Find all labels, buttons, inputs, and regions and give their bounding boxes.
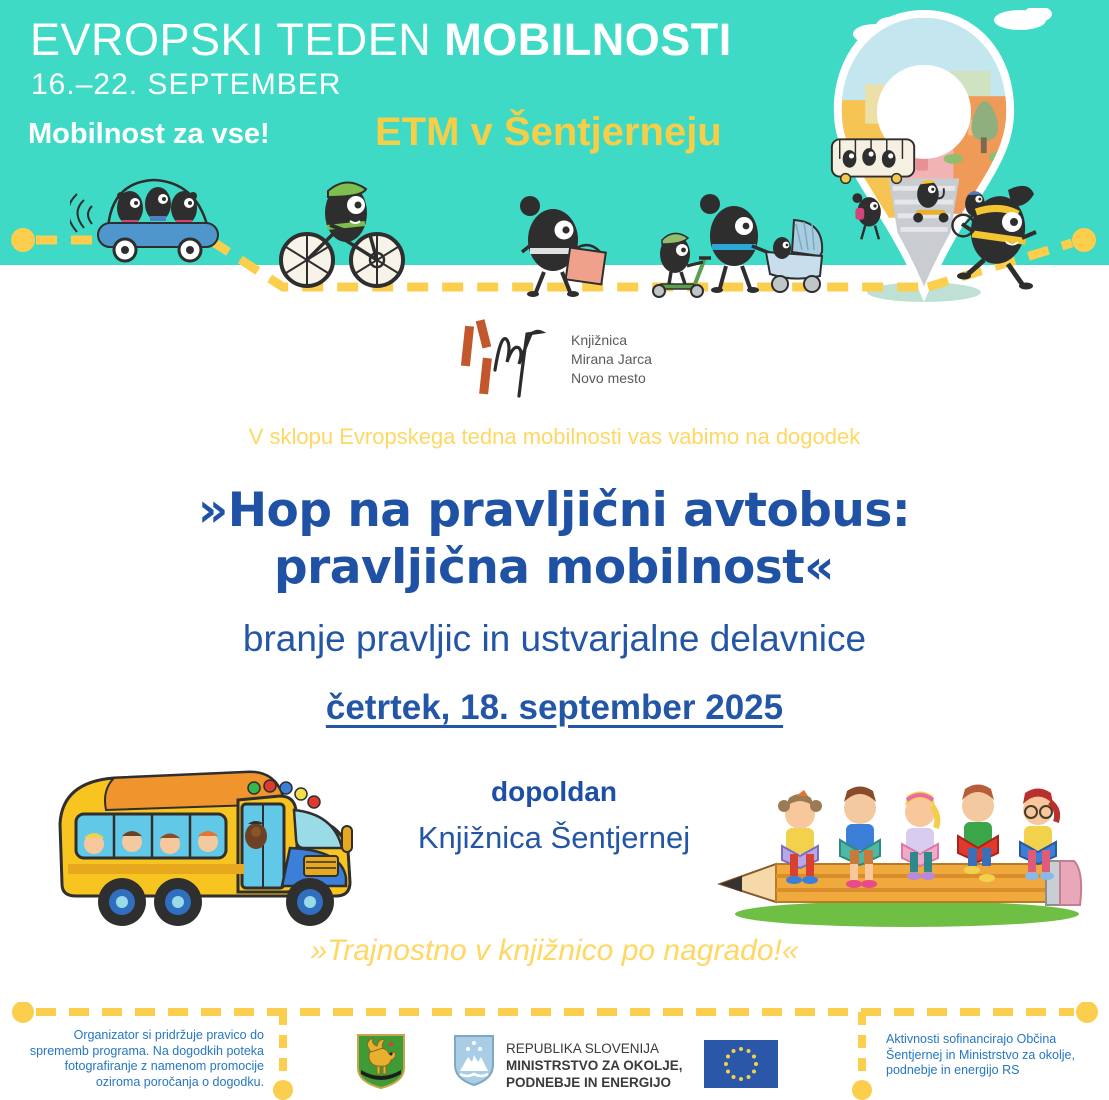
slovenia-coat-of-arms-icon [452,1033,496,1087]
event-title: »Hop na pravljični avtobus: pravljična mobilnost« [197,483,911,596]
ministry-line2: MINISTRSTVO ZA OKOLJE, [506,1058,683,1073]
poster-title-light: EVROPSKI TEDEN [30,14,432,65]
footer-cofinancing-note: Aktivnosti sofinancirajo Občina Šentjernej in Ministrstvo za okolje, podnebje in energijo RS [886,1032,1075,1077]
event-subtitle: branje pravljic in ustvarjalne delavnice [242,618,867,659]
local-edition-title: ETM v Šentjerneju [375,110,722,154]
school-bus-with-children-icon [42,752,372,938]
footer-disclaimer: Organizator si pridržuje pravico do sprememb programa. Na dogodkih poteka fotografiranje z namenom promocije oziroma poročanja o dogodku. [29,1028,264,1089]
eu-flag-icon [704,1040,778,1088]
event-time: dopoldan [491,776,617,807]
organizer-line2: Mirana Jarca [571,350,652,367]
reading-kid [778,790,822,884]
ministry-line3: PODNEBJE IN ENERGIJO [506,1075,672,1090]
organizer-line3: Novo mesto [571,369,646,386]
ministry-label [506,1040,683,1091]
poster-title [30,14,732,66]
campaign-slogan: Mobilnost za vse! [28,118,270,150]
sentjernej-coat-of-arms-icon [355,1032,407,1090]
event-week-dates: 16.–22. SEPTEMBER [31,68,342,101]
event-location: Knjižnica Šentjernej [417,820,691,855]
invitation-line: V sklopu Evropskega tedna mobilnosti vas vabimo na dogodek [248,424,861,449]
poster-title-bold: MOBILNOSTI [444,14,732,65]
event-date: četrtek, 18. september 2025 [325,688,784,727]
organizer-line1: Knjižnica [571,331,628,348]
ministry-line1: REPUBLIKA SLOVENIJA [506,1041,660,1056]
children-reading-on-pencil-icon [712,762,1092,934]
promo-slogan: »Trajnostno v knjižnico po nagrado!« [310,934,799,967]
organizer-name [571,331,652,388]
bus-windows [76,814,226,858]
library-logo-icon [457,318,557,400]
organizer-logo [0,318,1109,400]
